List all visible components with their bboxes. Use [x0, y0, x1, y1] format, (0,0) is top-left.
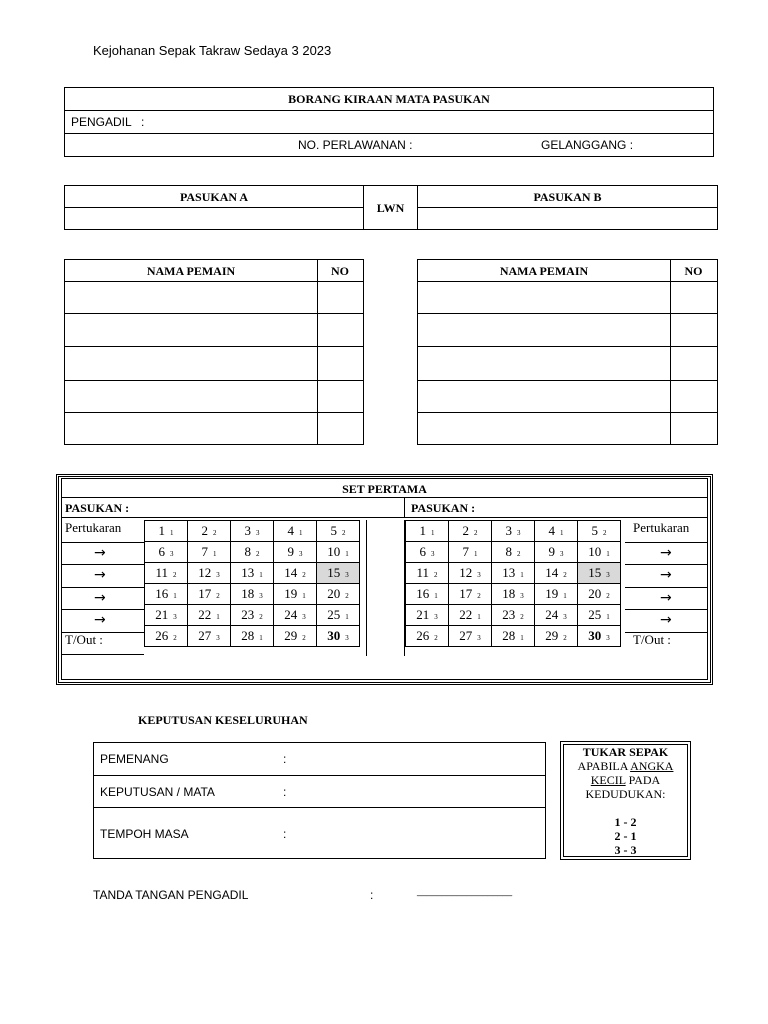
score-number: 28 [502, 628, 516, 643]
score-number: 22 [459, 607, 473, 622]
server-index: 2 [342, 529, 346, 537]
score-cell[interactable] [535, 605, 578, 626]
score-number: 7 [201, 544, 208, 559]
server-index: 3 [299, 550, 303, 558]
server-index: 3 [216, 571, 220, 579]
score-cell[interactable] [274, 605, 317, 626]
score-number: 19 [284, 586, 298, 601]
server-index: 3 [606, 571, 610, 579]
server-index: 3 [477, 634, 481, 642]
score-cell[interactable] [231, 521, 274, 542]
right-arrow-icon: → [660, 590, 672, 606]
score-cell[interactable] [231, 584, 274, 605]
score-number: 11 [416, 565, 430, 580]
server-index: 2 [216, 592, 220, 600]
left-team-label: PASUKAN : [65, 501, 130, 515]
score-number: 23 [241, 607, 255, 622]
score-number: 25 [588, 607, 602, 622]
score-cell[interactable] [406, 605, 449, 626]
score-cell[interactable] [449, 584, 492, 605]
score-cell[interactable] [188, 584, 231, 605]
serve-pair: 3 - 3 [614, 843, 637, 857]
player-list-b [417, 259, 718, 445]
score-number: 5 [591, 523, 598, 538]
left-arrow-icon: → [94, 567, 106, 583]
left-arrow-icon: → [94, 545, 106, 561]
server-index: 3 [606, 634, 610, 642]
server-index: 2 [259, 613, 263, 621]
serve-pair: 2 - 1 [614, 829, 637, 843]
duration-colon: : [283, 827, 287, 841]
server-index: 2 [520, 613, 524, 621]
server-index: 3 [563, 613, 567, 621]
score-number: 15 [327, 565, 341, 580]
server-index: 3 [256, 529, 260, 537]
score-number: 26 [416, 628, 430, 643]
score-cell[interactable] [449, 605, 492, 626]
score-number: 28 [241, 628, 255, 643]
score-number: 2 [201, 523, 208, 538]
score-cell[interactable] [317, 521, 360, 542]
server-index: 2 [474, 529, 478, 537]
score-number: 18 [502, 586, 516, 601]
score-cell[interactable] [492, 521, 535, 542]
score-cell[interactable] [145, 563, 188, 584]
set-title: SET PERTAMA [342, 482, 427, 496]
score-cell[interactable] [145, 521, 188, 542]
score-cell[interactable] [492, 542, 535, 563]
score-number: 2 [462, 523, 469, 538]
score-row [145, 542, 360, 563]
team-b-box [417, 185, 718, 230]
score-cell[interactable] [406, 626, 449, 647]
right-swap-label: Pertukaran [633, 520, 690, 535]
signature-label: TANDA TANGAN PENGADIL [93, 888, 249, 902]
score-number: 20 [588, 586, 602, 601]
score-number: 21 [155, 607, 169, 622]
score-number: 6 [419, 544, 426, 559]
server-index: 1 [520, 634, 524, 642]
score-cell[interactable] [406, 521, 449, 542]
score-cell[interactable] [274, 542, 317, 563]
serve-change-box [560, 741, 691, 860]
score-cell[interactable] [188, 563, 231, 584]
server-index: 1 [520, 571, 524, 579]
serve-box-line1a: APABILA [577, 759, 631, 773]
score-row [406, 563, 621, 584]
score-number: 9 [287, 544, 294, 559]
server-index: 3 [345, 571, 349, 579]
player-name-header: NAMA PEMAIN [499, 264, 589, 278]
score-cell[interactable] [492, 626, 535, 647]
score-cell[interactable] [317, 584, 360, 605]
server-index: 1 [173, 592, 177, 600]
server-index: 1 [474, 550, 478, 558]
score-cell[interactable] [274, 584, 317, 605]
score-cell[interactable] [188, 542, 231, 563]
server-index: 3 [560, 550, 564, 558]
score-cell[interactable] [231, 563, 274, 584]
result-box [93, 742, 546, 859]
score-number: 30 [588, 628, 602, 643]
server-index: 1 [302, 592, 306, 600]
score-row [406, 626, 621, 647]
score-number: 14 [545, 565, 559, 580]
server-index: 1 [299, 529, 303, 537]
score-number: 29 [545, 628, 559, 643]
server-index: 2 [563, 634, 567, 642]
score-cell[interactable] [535, 626, 578, 647]
score-cell[interactable] [578, 584, 621, 605]
score-cell[interactable] [449, 626, 492, 647]
score-number: 18 [241, 586, 255, 601]
team-b-label: PASUKAN B [533, 190, 602, 204]
server-index: 1 [606, 613, 610, 621]
score-number: 13 [241, 565, 255, 580]
score-number: 10 [588, 544, 602, 559]
score-number: 13 [502, 565, 516, 580]
server-index: 2 [345, 592, 349, 600]
score-cell[interactable] [535, 584, 578, 605]
server-index: 1 [560, 529, 564, 537]
server-index: 2 [603, 529, 607, 537]
server-index: 1 [563, 592, 567, 600]
server-index: 1 [477, 613, 481, 621]
score-number: 12 [459, 565, 473, 580]
court-label: GELANGGANG : [541, 138, 634, 152]
score-cell[interactable] [535, 521, 578, 542]
score-number: 9 [548, 544, 555, 559]
serve-box-line2b: PADA [625, 773, 661, 787]
score-cell[interactable] [231, 542, 274, 563]
match-no-label: NO. PERLAWANAN : [298, 138, 413, 152]
server-index: 3 [434, 613, 438, 621]
server-index: 2 [302, 571, 306, 579]
score-number: 4 [287, 523, 294, 538]
server-index: 2 [173, 634, 177, 642]
team-a-label: PASUKAN A [179, 190, 249, 204]
score-number: 1 [158, 523, 165, 538]
right-arrow-icon: → [660, 545, 672, 561]
server-index: 1 [345, 613, 349, 621]
server-index: 1 [213, 550, 217, 558]
score-cell[interactable] [449, 542, 492, 563]
score-row [406, 605, 621, 626]
server-index: 3 [517, 529, 521, 537]
score-cell[interactable] [578, 605, 621, 626]
score-label: KEPUTUSAN / MATA [100, 785, 215, 799]
signature-colon: : [370, 888, 374, 902]
score-cell[interactable] [406, 584, 449, 605]
server-index: 1 [345, 550, 349, 558]
score-number: 6 [158, 544, 165, 559]
left-timeout-label: T/Out : [65, 632, 103, 647]
right-arrow-icon: → [660, 612, 672, 628]
server-index: 3 [259, 592, 263, 600]
left-arrow-icon: → [94, 590, 106, 606]
score-number: 21 [416, 607, 430, 622]
score-cell[interactable] [449, 521, 492, 542]
winner-label: PEMENANG [100, 752, 169, 766]
score-number: 16 [416, 586, 430, 601]
server-index: 2 [213, 529, 217, 537]
duration-label: TEMPOH MASA [100, 827, 189, 841]
score-number: 8 [505, 544, 512, 559]
referee-colon: : [141, 115, 145, 129]
score-number: 27 [459, 628, 473, 643]
score-cell[interactable] [188, 626, 231, 647]
score-number: 15 [588, 565, 602, 580]
left-score-grid [144, 520, 360, 647]
form-title: BORANG KIRAAN MATA PASUKAN [288, 92, 490, 106]
score-cell[interactable] [578, 563, 621, 584]
score-row [406, 584, 621, 605]
score-cell[interactable] [231, 626, 274, 647]
score-number: 20 [327, 586, 341, 601]
score-number: 17 [459, 586, 473, 601]
score-cell[interactable] [188, 605, 231, 626]
score-cell[interactable] [578, 626, 621, 647]
score-cell[interactable] [231, 605, 274, 626]
team-a-box [64, 185, 364, 230]
serve-box-line1b: ANGKA [630, 759, 674, 773]
result-heading: KEPUTUSAN KESELURUHAN [138, 713, 308, 727]
score-cell[interactable] [317, 542, 360, 563]
score-number: 25 [327, 607, 341, 622]
server-index: 2 [434, 634, 438, 642]
server-index: 3 [520, 592, 524, 600]
score-cell[interactable] [145, 626, 188, 647]
server-index: 3 [345, 634, 349, 642]
server-index: 2 [477, 592, 481, 600]
server-index: 1 [431, 529, 435, 537]
score-number: 16 [155, 586, 169, 601]
winner-colon: : [283, 752, 287, 766]
vs-label: LWN [376, 201, 405, 215]
score-cell[interactable] [492, 584, 535, 605]
server-index: 3 [431, 550, 435, 558]
server-index: 1 [259, 634, 263, 642]
score-cell[interactable] [578, 521, 621, 542]
score-number: 19 [545, 586, 559, 601]
serve-box-line3: KEDUDUKAN: [585, 787, 666, 801]
score-number: 17 [198, 586, 212, 601]
score-number: 23 [502, 607, 516, 622]
score-cell[interactable] [317, 605, 360, 626]
server-index: 1 [606, 550, 610, 558]
score-number: 8 [244, 544, 251, 559]
score-cell[interactable] [145, 605, 188, 626]
score-number: 7 [462, 544, 469, 559]
server-index: 2 [173, 571, 177, 579]
score-cell[interactable] [274, 626, 317, 647]
left-arrow-icon: → [94, 612, 106, 628]
score-number: 4 [548, 523, 555, 538]
left-swap-label: Pertukaran [65, 520, 122, 535]
server-index: 3 [302, 613, 306, 621]
score-row [145, 626, 360, 647]
right-timeout-label: T/Out : [633, 632, 671, 647]
score-number: 3 [244, 523, 251, 538]
vs-box [363, 185, 418, 230]
serve-box-line2a: KECIL [590, 773, 626, 787]
score-cell[interactable] [274, 563, 317, 584]
score-number: 27 [198, 628, 212, 643]
score-row [145, 584, 360, 605]
player-name-header: NAMA PEMAIN [146, 264, 236, 278]
score-number: 1 [419, 523, 426, 538]
server-index: 3 [170, 550, 174, 558]
score-number: 29 [284, 628, 298, 643]
right-score-grid [405, 520, 621, 647]
server-index: 3 [173, 613, 177, 621]
score-number: 10 [327, 544, 341, 559]
player-no-header: NO [684, 264, 703, 278]
score-row [145, 521, 360, 542]
score-row [145, 563, 360, 584]
server-index: 2 [606, 592, 610, 600]
right-team-label: PASUKAN : [411, 501, 476, 515]
score-cell[interactable] [535, 563, 578, 584]
score-number: 3 [505, 523, 512, 538]
score-number: 26 [155, 628, 169, 643]
score-cell[interactable] [317, 563, 360, 584]
server-index: 3 [216, 634, 220, 642]
server-index: 3 [477, 571, 481, 579]
score-cell[interactable] [492, 563, 535, 584]
score-cell[interactable] [578, 542, 621, 563]
score-cell[interactable] [145, 542, 188, 563]
score-row [406, 521, 621, 542]
player-list-a [64, 259, 364, 445]
score-cell[interactable] [317, 626, 360, 647]
server-index: 2 [563, 571, 567, 579]
referee-label: PENGADIL [71, 115, 132, 129]
score-cell[interactable] [188, 521, 231, 542]
score-number: 5 [330, 523, 337, 538]
score-number: 30 [327, 628, 341, 643]
serve-box-title: TUKAR SEPAK [582, 745, 669, 759]
server-index: 1 [434, 592, 438, 600]
score-cell[interactable] [535, 542, 578, 563]
score-row [145, 605, 360, 626]
score-number: 11 [155, 565, 169, 580]
score-number: 12 [198, 565, 212, 580]
score-cell[interactable] [406, 542, 449, 563]
server-index: 1 [259, 571, 263, 579]
server-index: 2 [302, 634, 306, 642]
score-number: 22 [198, 607, 212, 622]
event-title: Kejohanan Sepak Takraw Sedaya 3 2023 [93, 43, 332, 58]
score-cell[interactable] [406, 563, 449, 584]
score-row [406, 542, 621, 563]
server-index: 2 [256, 550, 260, 558]
server-index: 2 [434, 571, 438, 579]
score-number: 14 [284, 565, 298, 580]
server-index: 1 [170, 529, 174, 537]
score-number: 24 [284, 607, 298, 622]
player-no-header: NO [331, 264, 349, 278]
server-index: 1 [216, 613, 220, 621]
score-cell[interactable] [449, 563, 492, 584]
right-arrow-icon: → [660, 567, 672, 583]
form-info-box [64, 87, 714, 157]
server-index: 2 [517, 550, 521, 558]
score-cell[interactable] [492, 605, 535, 626]
score-cell[interactable] [274, 521, 317, 542]
serve-pair: 1 - 2 [614, 815, 637, 829]
score-cell[interactable] [145, 584, 188, 605]
score-colon: : [283, 785, 287, 799]
score-number: 24 [545, 607, 559, 622]
signature-line[interactable]: ___________________ [417, 886, 513, 896]
